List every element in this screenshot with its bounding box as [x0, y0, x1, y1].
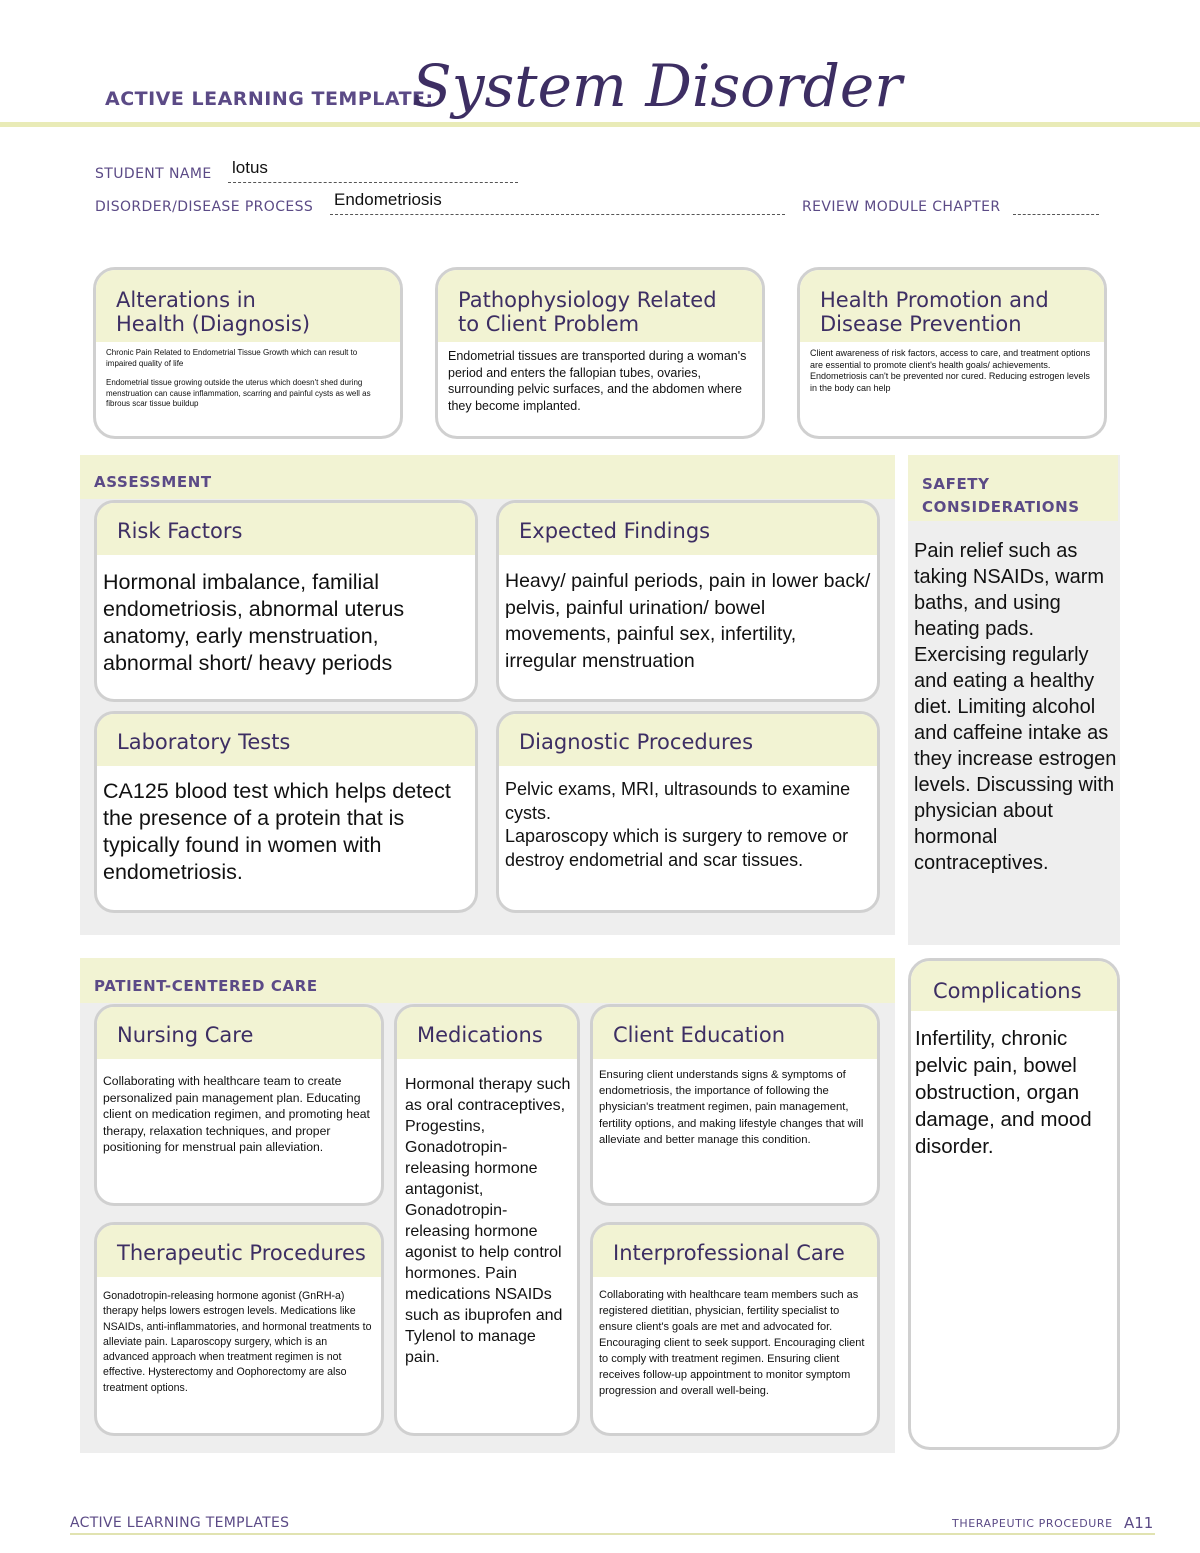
- footer-left-label: ACTIVE LEARNING TEMPLATES: [70, 1515, 290, 1531]
- pathophysiology-header: [438, 270, 762, 342]
- therapeutic-procedures-text: Gonadotropin-releasing hormone agonist (GnRH-a) therapy helps lowers estrogen levels. Medications like NSAIDs, anti-inflammatories, and hormonal treatments to alleviate pain. Laparoscopy surgery, which is an advanced approach when treatment regimen is not effective. Hysterectomy and Oophorectomy are also treatment options.: [103, 1290, 372, 1394]
- alterations-title-line1: Alterations in: [116, 288, 256, 312]
- complications-text: Infertility, chronic pelvic pain, bowel obstruction, organ damage, and mood disorder.: [915, 1027, 1092, 1158]
- student-name-value: lotus: [232, 158, 268, 177]
- medications-title: Medications: [397, 1007, 577, 1059]
- health-promotion-title-line1: Health Promotion and: [820, 288, 1049, 312]
- disorder-label: DISORDER/DISEASE PROCESS: [95, 199, 314, 215]
- nursing-care-card: [94, 1004, 384, 1206]
- nursing-care-text: Collaborating with healthcare team to create personalized pain management plan. Educating client on medication regimen, and promoting heat therapy, relaxation techniques, and proper positioning for menstrual pain alleviation.: [103, 1074, 370, 1154]
- safety-text: Pain relief such as taking NSAIDs, warm baths, and using heating pads. Exercising regularly and eating a healthy diet. Limiting alcohol and caffeine intake as they increase estrogen levels. Discussing with physician about hormonal contraceptives.: [914, 540, 1117, 874]
- complications-card: [908, 958, 1120, 1450]
- diagnostic-procedures-text-2: Laparoscopy which is surgery to remove or destroy endometrial and scar tissues.: [505, 826, 849, 870]
- interprofessional-care-text: Collaborating with healthcare team members such as registered dietitian, physician, fertility specialist to ensure client's goals are met and advocated for. Encouraging client to seek support. Encouraging client to comply with treatment regimen. Ensuring client receives follow-up appointment to monitor symptom progression and overall well-being.: [599, 1289, 865, 1397]
- footer-divider: [70, 1533, 1155, 1535]
- page-number: A11: [1124, 1514, 1154, 1532]
- review-module-field[interactable]: [1013, 195, 1099, 215]
- student-name-field[interactable]: [228, 163, 518, 183]
- alterations-text-1: Chronic Pain Related to Endometrial Tissue Growth which can result to impaired quality of life: [106, 348, 358, 368]
- pathophysiology-text: Endometrial tissues are transported during a woman's period and enters the fallopian tubes, ovaries, surrounding pelvic surfaces, and the abdomen where they become implanted.: [448, 349, 747, 413]
- safety-title-line2: CONSIDERATIONS: [922, 498, 1080, 516]
- alterations-in-health-box: [93, 267, 403, 439]
- patient-centered-care-title: PATIENT-CENTERED CARE: [80, 958, 895, 1003]
- alterations-title-line2: Health (Diagnosis): [116, 312, 311, 336]
- pathophysiology-box: [435, 267, 765, 439]
- expected-findings-title: Expected Findings: [499, 503, 877, 555]
- health-promotion-header: [800, 270, 1104, 342]
- client-education-title: Client Education: [593, 1007, 877, 1059]
- diagnostic-procedures-card: [496, 711, 880, 913]
- client-education-card: [590, 1004, 880, 1206]
- client-education-text: Ensuring client understands signs & symptoms of endometriosis, the importance of following the physician's treatment regimen, pain management, fertility options, and making lifestyle changes that will alleviate and better manage this condition.: [599, 1069, 864, 1146]
- health-promotion-text: Client awareness of risk factors, access to care, and treatment options are essential to promote client's health goals/ achievements. Endometriosis can't be prevented nor cured. Reducing estrogen levels in the body can help: [810, 348, 1091, 393]
- footer-right-label: THERAPEUTIC PROCEDURE: [952, 1517, 1113, 1530]
- health-promotion-box: [797, 267, 1107, 439]
- student-name-label: STUDENT NAME: [95, 166, 212, 182]
- risk-factors-card: [94, 500, 478, 702]
- diagnostic-procedures-title: Diagnostic Procedures: [499, 714, 877, 766]
- interprofessional-care-card: [590, 1222, 880, 1436]
- laboratory-tests-card: [94, 711, 478, 913]
- review-module-label: REVIEW MODULE CHAPTER: [802, 199, 1001, 215]
- expected-findings-card: [496, 500, 880, 702]
- alterations-header: [96, 270, 400, 342]
- page-title: System Disorder: [412, 52, 902, 120]
- template-label: ACTIVE LEARNING TEMPLATE:: [105, 88, 434, 110]
- risk-factors-title: Risk Factors: [97, 503, 475, 555]
- health-promotion-title-line2: Disease Prevention: [820, 312, 1022, 336]
- laboratory-tests-text: CA125 blood test which helps detect the presence of a protein that is typically found in women with endometriosis.: [103, 779, 451, 884]
- alterations-text-2: Endometrial tissue growing outside the uterus which doesn't shed during menstruation can cause inflammation, scarring and painful cysts as well as fibrous scar tissue buildup: [106, 378, 371, 408]
- safety-title: [908, 455, 1118, 521]
- disorder-value: Endometriosis: [334, 190, 442, 209]
- laboratory-tests-title: Laboratory Tests: [97, 714, 475, 766]
- header-divider: [0, 122, 1200, 127]
- complications-title: Complications: [911, 961, 1117, 1011]
- pathophysiology-title-line1: Pathophysiology Related: [458, 288, 717, 312]
- medications-card: [394, 1004, 580, 1436]
- pathophysiology-title-line2: to Client Problem: [458, 312, 640, 336]
- safety-title-line1: SAFETY: [922, 475, 990, 493]
- interprofessional-care-title: Interprofessional Care: [593, 1225, 877, 1277]
- therapeutic-procedures-title: Therapeutic Procedures: [97, 1225, 381, 1277]
- medications-text: Hormonal therapy such as oral contraceptives, Progestins, Gonadotropin-releasing hormone antagonist, Gonadotropin-releasing hormone agonist to help control hormones. Pain medications NSAIDs such as ibuprofen and Tylenol to manage pain.: [405, 1076, 571, 1366]
- diagnostic-procedures-text-1: Pelvic exams, MRI, ultrasounds to examine cysts.: [505, 779, 851, 823]
- nursing-care-title: Nursing Care: [97, 1007, 381, 1059]
- expected-findings-text: Heavy/ painful periods, pain in lower back/ pelvis, painful urination/ bowel movements, painful sex, infertility, irregular menstruation: [505, 570, 871, 672]
- assessment-title: ASSESSMENT: [80, 455, 895, 499]
- therapeutic-procedures-card: [94, 1222, 384, 1436]
- risk-factors-text: Hormonal imbalance, familial endometriosis, abnormal uterus anatomy, early menstruation, abnormal short/ heavy periods: [103, 570, 405, 675]
